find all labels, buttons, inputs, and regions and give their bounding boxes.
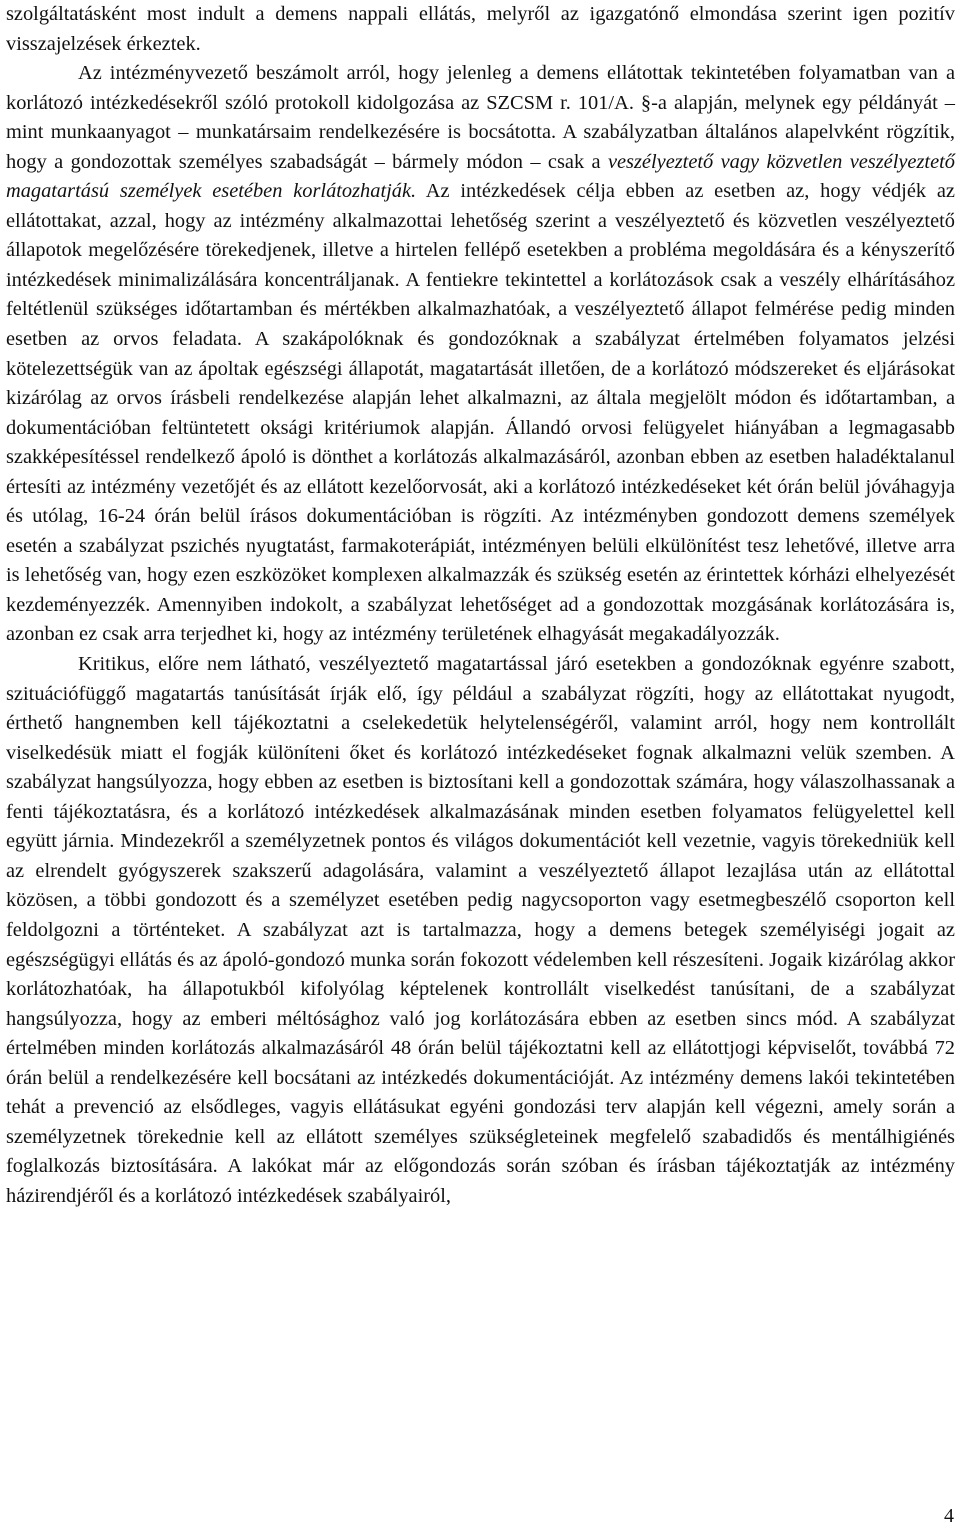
document-page [6, 0, 955, 1211]
paragraph-3-text: Kritikus, előre nem látható, veszélyeztető magatartással járó esetekben a gondozóknak egyénre szabott, szituációfüggő magatartás tanúsítását írják elő, így például a szabályzat rögzíti, hogy az ellátottakat nyugodt, érthető hangnemben kell tájékoztatni a cselekedetük helytelenségéről, valamint arról, hogy nem kontrollált viselkedésük miatt el fogják különíteni őket és korlátozó intézkedéseket fognak alkalmazni velük szemben. A szabályzat hangsúlyozza, hogy ebben az esetben is biztosítani kell a gondozottak számára, hogy válaszolhassanak a fenti tájékoztatásra, és a korlátozó intézkedések alkalmazásának minden esetben folyamatos felügyelettel kell együtt járnia. Mindezekről a személyzetnek pontos és világos dokumentációt kell vezetnie, vagyis törekedniük kell az elrendelt gyógyszerek szakszerű adagolására, valamint a veszélyeztető állapot lezajlása után az ellátottal közösen, a többi gondozott és a személyzet esetében pedig nagycsoporton vagy esetmegbeszélő csoporton kell feldolgozni a történteket. A szabályzat azt is tartalmazza, hogy a demens betegek személyiségi jogait az egészségügyi ellátás és az ápoló-gondozó munka során fokozott védelemben kell részesíteni. Jogaik kizárólag akkor korlátozhatóak, ha állapotukból kifolyólag képtelenek kontrollált viselkedést tanúsítani, de a szabályzat hangsúlyozza, hogy az emberi méltósághoz való jog korlátozására ebben az esetben sincs mód. A szabályzat értelmében minden korlátozás alkalmazásáról 48 órán belül tájékoztatni kell az ellátottjogi képviselőt, továbbá 72 órán belül a rendelkezésére kell bocsátani az intézkedés dokumentációját. Az intézmény demens lakói tekintetében tehát a prevenció az elsődleges, vagyis ellátásukat egyéni gondozási terv alapján kell végezni, amely során a személyzetnek törekednie kell az ellátott személyes szükségleteinek megfelelő szabadidős és mentálhigiénés foglalkozás biztosítására. A lakókat már az előgondozás során szóban és írásban tájékoztatják az intézmény házirendjéről és a korlátozó intézkedések szabályairól, [6, 653, 955, 1207]
paragraph-2-italic-text: veszélyeztető vagy közvetlen veszélyeztető magatartású személyek esetében korlátozhatják. [6, 150, 955, 203]
page-number: 4 [944, 1505, 954, 1527]
paragraph-1 [6, 0, 955, 59]
paragraph-2-text-a: Az intézményvezető beszámolt arról, hogy jelenleg a demens ellátottak tekintetében folyamatban van a korlátozó intézkedésekről szóló protokoll kidolgozása az SZCSM r. 101/A. §-a alapján, melynek egy példányát – mint munkaanyagot – munkatársaim rendelkezésére is bocsátotta. A szabályzatban általános alapelvként rögzítik, hogy a gondozottak személyes szabadságát – bármely módon – csak a [6, 62, 955, 173]
paragraph-2 [6, 59, 955, 650]
paragraph-1-text: szolgáltatásként most indult a demens nappali ellátás, melyről az igazgatónő elmondása szerint igen pozitív visszajelzések érkeztek. [6, 3, 955, 55]
paragraph-3 [6, 650, 955, 1211]
paragraph-2-text-b: Az intézkedések célja ebben az esetben az, hogy védjék az ellátottakat, azzal, hogy az intézmény alkalmazottai lehetőség szerint a veszélyeztető és közvetlen veszélyeztető állapotok megelőzésére törekedjenek, illetve a hirtelen fellépő esetekben a probléma megoldására és a kényszerítő intézkedések minimalizálására koncentráljanak. A fentiekre tekintettel a korlátozások csak a veszély elhárításához feltétlenül szükséges időtartamban és mértékben alkalmazhatóak, a veszélyeztető állapot felmérése pedig minden esetben az orvos feladata. A szakápolóknak és gondozóknak a szabályzat értelmében folyamatos jelzési kötelezettségük van az ápoltak egészségi állapotát, magatartását illetően, de a korlátozó módszereket és eljárásokat kizárólag az orvos írásbeli rendelkezése alapján lehet alkalmazni, az általa megjelölt módon és időtartamban, a dokumentációban feltüntetett oksági kritériumok alapján. Állandó orvosi felügyelet hiányában a legmagasabb szakképesítéssel rendelkező ápoló is dönthet a korlátozás alkalmazásáról, azonban ebben az esetben haladéktalanul értesíti az intézmény vezetőjét és az ellátott kezelőorvosát, aki a korlátozó intézkedéseket két órán belül jóváhagyja és utólag, 16-24 órán belül írásos dokumentációban is rögzíti. Az intézményben gondozott demens személyek esetén a szabályzat pszichés nyugtatást, farmakoterápiát, intézményen belüli elkülönítést tesz lehetővé, illetve arra is lehetőség van, hogy ezen eszközöket komplexen alkalmazzák és szükség esetén az érintettek kórházi elhelyezését kezdeményezzék. Amennyiben indokolt, a szabályzat lehetőséget ad a gondozottak mozgásának korlátozására is, azonban ez csak arra terjedhet ki, hogy az intézmény területének elhagyását megakadályozzák. [6, 180, 955, 646]
